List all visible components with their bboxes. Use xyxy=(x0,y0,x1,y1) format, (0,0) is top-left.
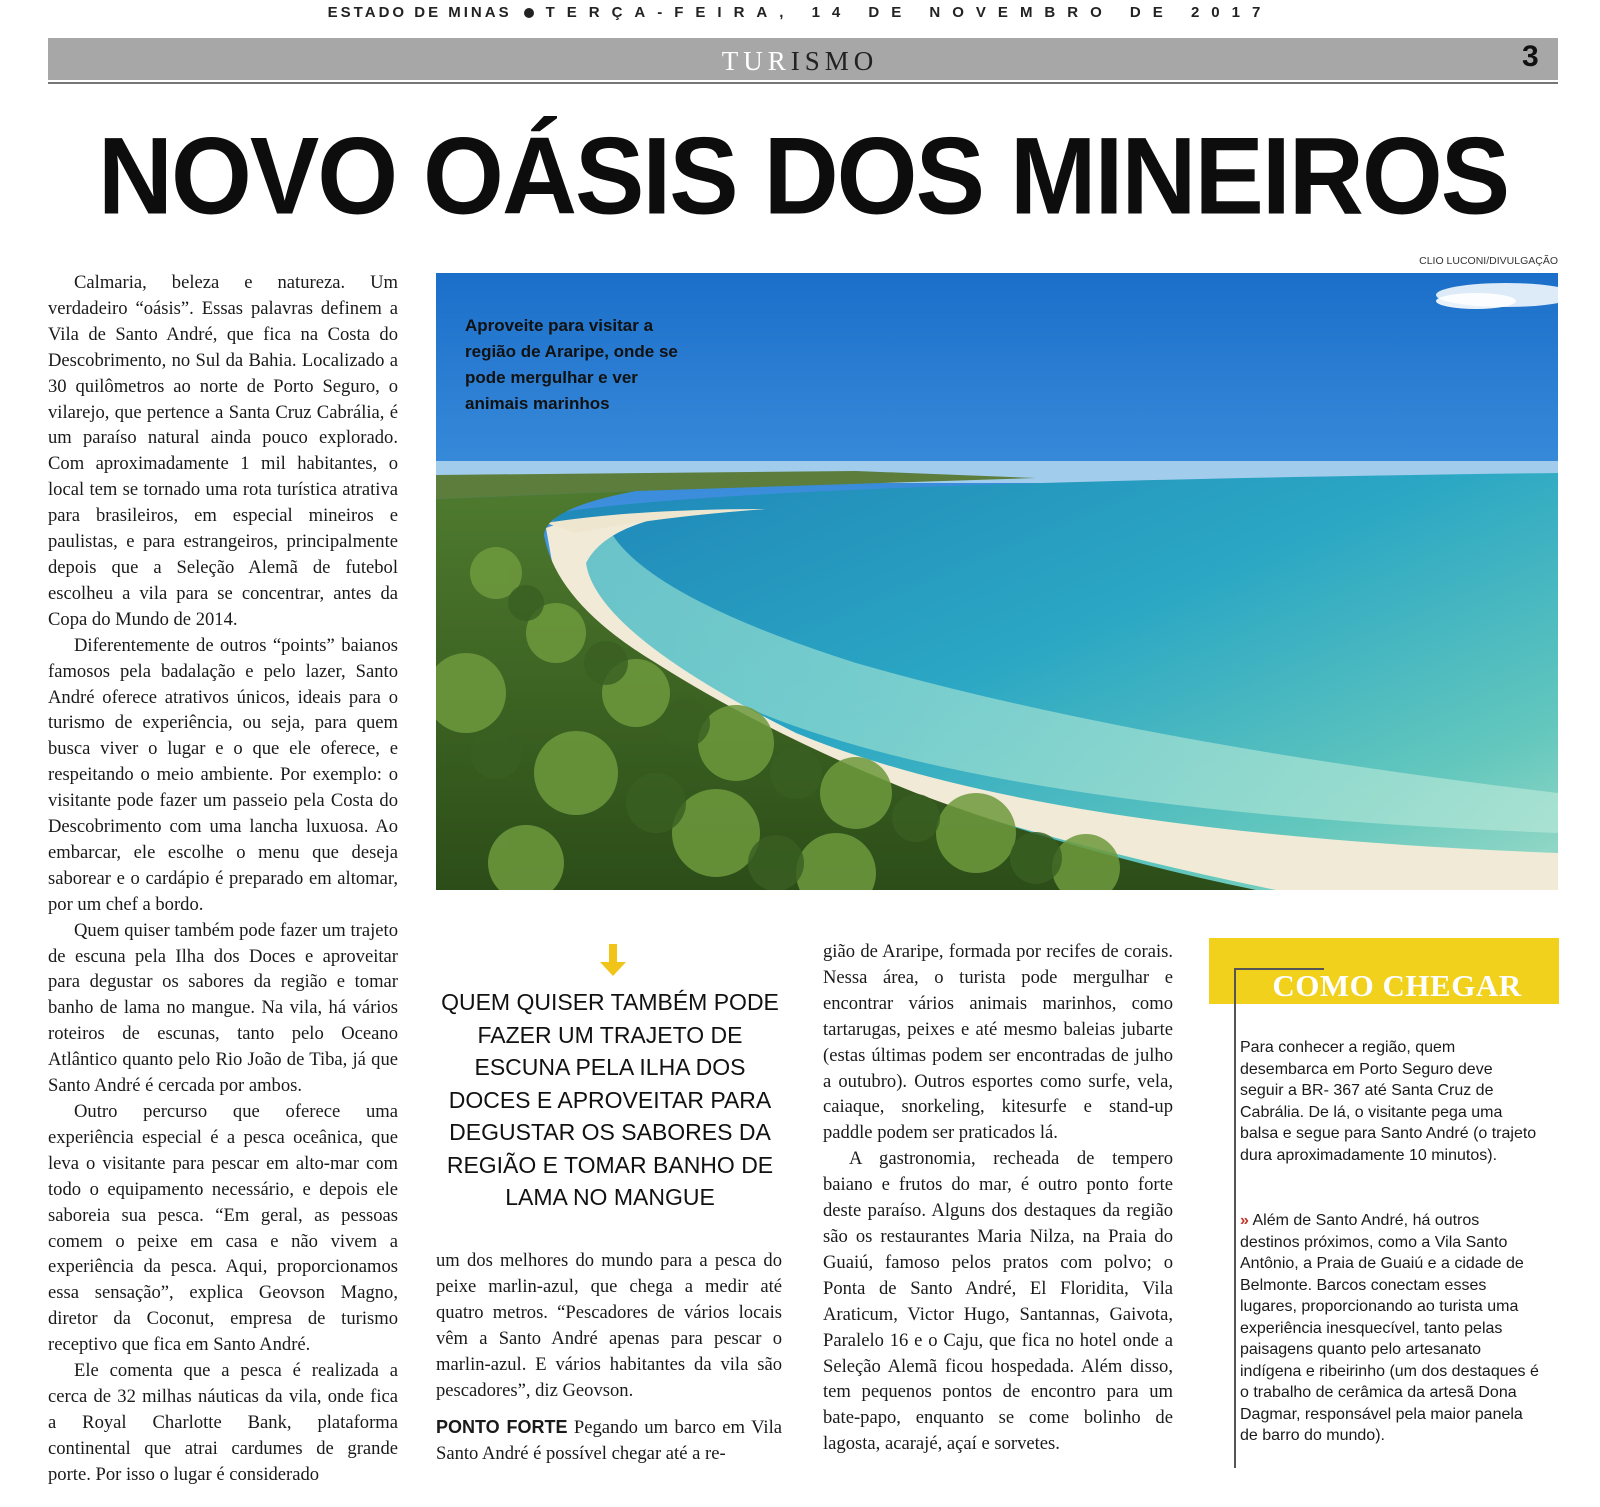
paragraph: Ele comenta que a pesca é realizada a cerca de 32 milhas náuticas da vila, onde fica a Royal Charlotte Bank, plataforma continental que atrai cardumes de grande porte. Por isso o lugar é considerado xyxy=(48,1360,398,1485)
paragraph-ponto-forte: PONTO FORTE Pegando um barco em Vila Santo André é possível chegar até a re- xyxy=(436,1417,782,1465)
section-title: TURISMO xyxy=(721,46,879,76)
edition-date: TERÇA-FEIRA, 14 DE NOVEMBRO DE 2017 xyxy=(545,4,1273,21)
paragraph: gião de Araripe, formada por recifes de corais. Nessa área, o turista pode mergulhar e encontrar vários animais marinhos, como tartarugas, peixes e até mesmo baleias jubarte (estas últimas podem ser encontradas de julho a outubro). Outros esportes como surfe, vela, caiaque, snorkeling, kitesurfe e stand-up paddle podem ser praticados lá. xyxy=(823,941,1173,1144)
paragraph: Diferentemente de outros “points” baianos famosos pela badalação e pelo lazer, Santo André oferece atrativos únicos, ideais para o turismo de experiência, ou seja, para quem busca viver o lugar e o que ele oferece, e respeitando o meio ambiente. Por exemplo: o visitante pode fazer um passeio pela Costa do Descobrimento com uma lancha luxuosa. Ao embarcar, ele escolhe o menu que deseja saborear e o cardápio é preparado em altomar, por um chef a bordo. xyxy=(48,634,398,915)
down-arrow-icon xyxy=(596,942,630,978)
separator-dot-icon xyxy=(524,8,534,18)
paragraph: A gastronomia, recheada de tempero baiano e frutos do mar, é outro ponto forte deste paraíso. Alguns dos destaques da região são os restaurantes Maria Nilza, na Praia do Guaiú, famoso pelos pratos com polvo; o Ponta de Santo André, El Floridita, Vila Araticum, Victor Hugo, Santannas, Gaivota, Paralelo 16 e o Caju, que fica no hotel onde a Seleção Alemã ficou hospedada. Além disso, tem pequenos pontos de encontro para um bate-papo, enquanto se come bolinho de lagosta, acarajé, açaí e sorvetes. xyxy=(823,1148,1173,1455)
article-column-3 xyxy=(823,939,1173,1457)
paragraph: Calmaria, beleza e natureza. Um verdadeiro “oásis”. Essas palavras definem a Vila de Santo André, que fica na Costa do Descobrimento, no Sul da Bahia. Localizado a 30 quilômetros ao norte de Porto Seguro, o vilarejo, que pertence a Santa Cruz Cabrália, é um paraíso natural ainda pouco explorado. Com aproximadamente 1 mil habitantes, o local tem se tornado uma rota turística atrativa para brasileiros, em especial mineiros e paulistas, e para estrangeiros, principalmente depois que a Seleção Alemã de futebol escolheu a vila para se concentrar, antes da Copa do Mundo de 2014. xyxy=(48,272,398,630)
publication-name: ESTADO DE MINAS xyxy=(327,4,512,21)
paragraph: Outro percurso que oferece uma experiência especial é a pesca oceânica, que leva o visitante para pescar em alto-mar com todo o equipamento necessário, e depois ele saboreia sua pesca. “Em geral, as pessoas comem o peixe em casa e não vivem a experiência da pesca. Aqui, proporcionamos essa sensação”, explica Geovson Magno, diretor da Coconut, empresa de turismo receptivo que fica em Santo André. xyxy=(48,1101,398,1356)
bullet-icon: » xyxy=(1240,1212,1249,1229)
page-number: 3 xyxy=(1522,40,1539,73)
masthead-line xyxy=(0,4,1600,21)
info-box-text-2: » Além de Santo André, há outros destinos próximos, como a Vila Santo Antônio, a Praia de Guaiú e a cidade de Belmonte. Barcos conectam esses lugares, proporcionando ao turista uma experiência inesquecível, tanto pelas paisagens quanto pelo artesanato indígena e ribeirinho (um dos destaques é o trabalho de cerâmica da artesã Dona Dagmar, responsável pela maior panela de barro do mundo). xyxy=(1240,1212,1539,1444)
section-bar-rule xyxy=(48,82,1558,84)
paragraph: um dos melhores do mundo para a pesca do peixe marlin-azul, que chega a medir até quatro metros. “Pescadores de vários locais vêm a Santo André apenas para pescar o marlin-azul. E vários habitantes da vila são pescadores”, diz Geovson. xyxy=(436,1250,782,1401)
info-box-text: Para conhecer a região, quem desembarca em Porto Seguro deve seguir a BR- 367 até Santa Cruz de Cabrália. De lá, o visitante pega uma balsa e segue para Santo André (o trajeto dura aproximadamente 10 minutos). xyxy=(1240,1039,1537,1164)
pull-quote: QUEM QUISER TAMBÉM PODE FAZER UM TRAJETO DE ESCUNA PELA ILHA DOS DOCES E APROVEITAR PARA DEGUSTAR OS SABORES DA REGIÃO E TOMAR BANHO DE LAMA NO MANGUE xyxy=(441,989,779,1210)
info-box-title: COMO CHEGAR xyxy=(1272,968,1522,1003)
photo-caption: Aproveite para visitar a região de Araripe, onde se pode mergulhar e ver animais marinhos xyxy=(465,316,678,413)
info-box-rule xyxy=(1234,968,1236,1468)
paragraph: Quem quiser também pode fazer um trajeto de escuna pela Ilha dos Doces e aproveitar para degustar os sabores da região e tomar banho de lama no mangue. Na vila, há vários roteiros de escunas, tanto pelo Oceano Atlântico quanto pelo Rio João de Tiba, já que Santo André é cercada por ambos. xyxy=(48,919,398,1097)
run-in-heading: PONTO FORTE xyxy=(436,1417,568,1438)
article-column-1 xyxy=(48,270,398,1488)
article-column-2 xyxy=(436,1248,782,1467)
headline: NOVO OÁSIS DOS MINEIROS xyxy=(97,116,1509,238)
photo-credit: CLIO LUCONI/DIVULGAÇÃO xyxy=(1419,255,1558,267)
